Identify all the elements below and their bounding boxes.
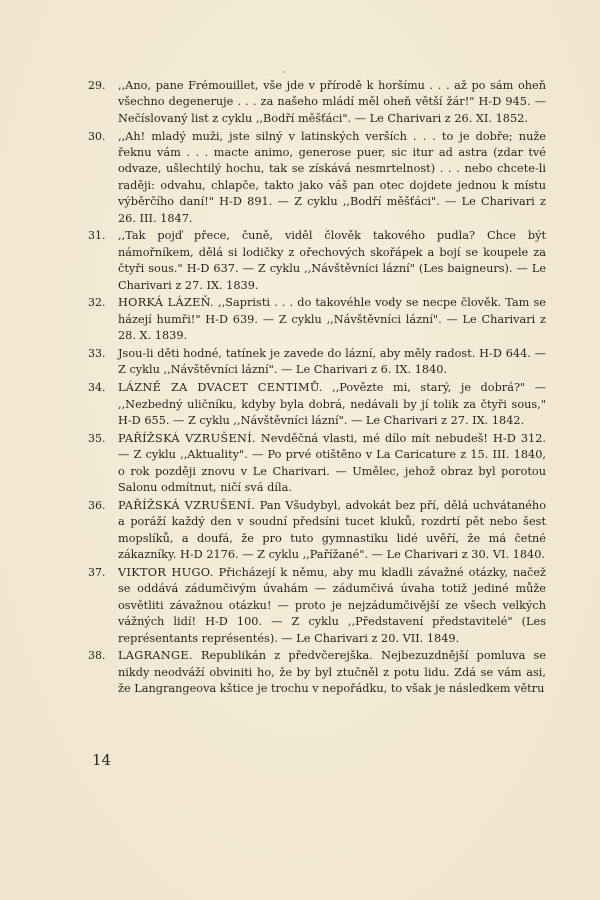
entry-30 — [88, 129, 546, 227]
catalogue-entries — [88, 78, 546, 699]
entry-heading: PAŘÍŽSKÁ VZRUŠENÍ. — [118, 431, 256, 445]
entry-text: Jsou-li děti hodné, tatínek je zavede do lázní, aby měly radost. H-D 644. — Z cyklu ,,Návštěvníci lázní". — Le Charivari z 6. IX. 1840. — [118, 347, 546, 377]
entry-text: Republikán z předvčerejška. Nejbezuzdnější pomluva se nikdy neodváží obviniti ho, že by byl ztučněl z potu lidu. Zdá se vám asi, že Langrangeova kštice je trochu v nepořádku, to však je následkem větru — [118, 649, 546, 696]
entry-number: 31. — [88, 229, 106, 243]
entry-number: 30. — [88, 129, 106, 143]
entry-38 — [88, 648, 546, 697]
entry-number: 32. — [88, 296, 106, 310]
entry-number: 29. — [88, 79, 106, 92]
entry-text: ,,Povězte mi, starý, je dobrá?" — ,,Nezbedný uličníku, kdyby byla dobrá, nedávali by jí tolik za čtyři sous," H-D 655. — Z cyklu ,,Návštěvníci lázní". — Le Charivari z 27. IX. 1842. — [118, 381, 546, 428]
entry-32 — [88, 295, 546, 344]
entry-number: 38. — [88, 649, 106, 663]
entry-34 — [88, 380, 546, 429]
entry-number: 33. — [88, 347, 106, 361]
entry-33 — [88, 346, 546, 379]
entry-heading: LÁZNĚ ZA DVACET CENTIMŮ. — [118, 381, 323, 395]
entry-37 — [88, 565, 546, 647]
entry-number: 37. — [88, 565, 106, 579]
entry-heading: VIKTOR HUGO. — [118, 565, 214, 579]
entry-heading: LAGRANGE. — [118, 649, 193, 663]
paper-speck — [283, 71, 285, 73]
entry-text: ,,Ano, pane Frémouillet, vše jde v přírodě k horšímu . . . až po sám oheň všechno degeneruje . . . za našeho mládí měl oheň větší žár!" H-D 945. — Nečíslovaný list z cyklu ,,Bodří měšťáci". — Le Charivari z 26. XI. 1852. — [118, 79, 546, 125]
entry-text: Přicházejí k němu, aby mu kladli závažné otázky, načež se oddává zádumčivým úvahám — zádumčivá úvaha totiž jediné může osvětliti závažnou otázku! — proto je nejzádumčivější ze všech velkých vážných lidí! H-D 100. — Z cyklu ,,Představení představitelé" (Les représentants représentés). — Le Charivari z 20. VII. 1849. — [118, 565, 547, 645]
entry-29 — [88, 78, 546, 127]
entry-text: Nevděčná vlasti, mé dílo mít nebudeš! H-D 312. — Z cyklu ,,Aktuality". — Po prvé otištěno v La Caricature z 15. III. 1840, o rok později znovu v Le Charivari. — Umělec, jehož obraz byl porotou Salonu odmítnut, ničí svá díla. — [118, 431, 546, 495]
entry-number: 36. — [88, 498, 106, 512]
entry-36 — [88, 498, 546, 564]
entry-31 — [88, 228, 546, 294]
entry-heading: PAŘÍŽSKÁ VZRUŠENÍ. — [118, 498, 256, 512]
entry-heading: HORKÁ LÁZEŇ. — [118, 296, 214, 310]
page-number: 14 — [92, 751, 112, 769]
entry-text: ,,Tak pojď přece, čuně, viděl člověk takového pudla? Chce být námořníkem, dělá si lodičky z ořechových skořápek a bojí se koupele za čtyři sous." H-D 637. — Z cyklu ,,Návštěvníci lázní" (Les baigneurs). — Le Charivari z 27. IX. 1839. — [118, 229, 546, 292]
entry-text: ,,Sapristi . . . do takovéhle vody se necpe člověk. Tam se házejí humři!" H-D 639. — Z cyklu ,,Návštěvníci lázní". — Le Charivari z 28. X. 1839. — [118, 296, 546, 343]
entry-text: ,,Ah! mladý muži, jste silný v latinských verších . . . to je dobře; nuže řeknu vám . . . macte animo, generose puer, sic itur ad astra (zdar tvé odvaze, ušlechtilý hochu, tak se získává nesmrtelnost) . . . nebo chcete-li raději: odvahu, chlapče, takto jako váš pan otec dojdete jednou k místu výběrčího daní!" H-D 891. — Z cyklu ,,Bodří měšťáci". — Le Charivari z 26. III. 1847. — [118, 129, 546, 225]
entry-35 — [88, 431, 546, 497]
entry-number: 34. — [88, 381, 106, 395]
entry-number: 35. — [88, 431, 106, 445]
entry-text: Pan Všudybyl, advokát bez pří, dělá uchvátaného a poráží každý den v soudní předsíni tucet kluků, rozdrtí pět nebo šest mopslíků, a doufá, že pro tuto gymnastiku lidé uvěří, že má četné zákazníky. H-D 2176. — Z cyklu ,,Pařížané". — Le Charivari z 30. VI. 1840. — [118, 498, 546, 562]
